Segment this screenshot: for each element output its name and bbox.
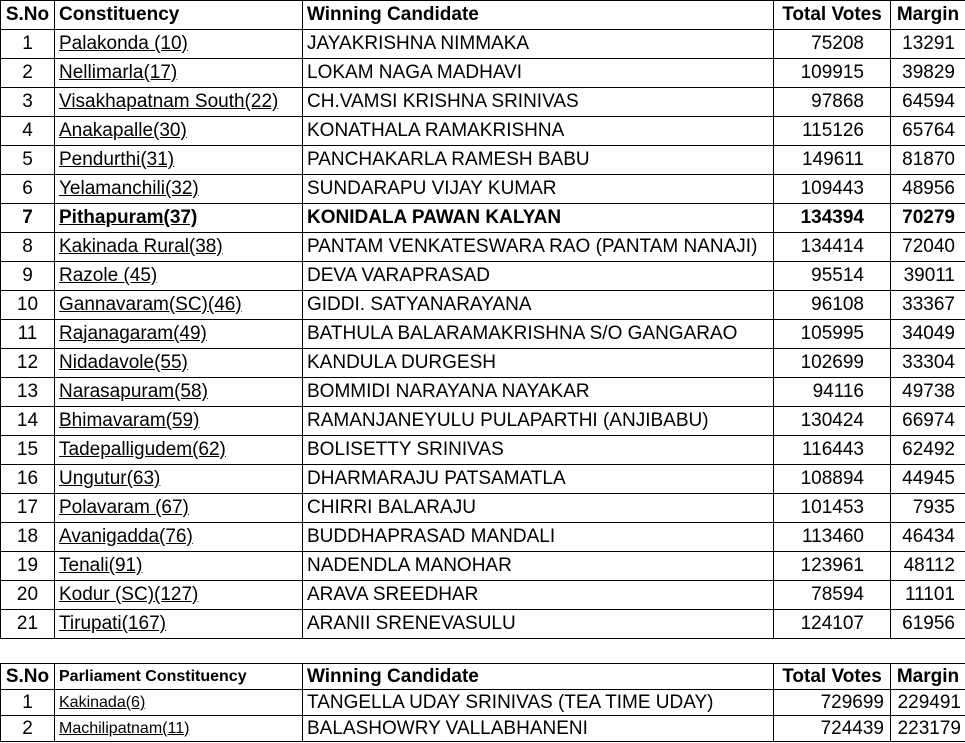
total-votes-cell: 94116 <box>774 378 891 407</box>
total-votes-cell: 116443 <box>774 436 891 465</box>
table-row <box>1 320 965 349</box>
margin-cell: 62492 <box>891 436 965 465</box>
table-row <box>1 407 965 436</box>
table-row <box>1 88 965 117</box>
table-row <box>1 494 965 523</box>
table-row <box>1 262 965 291</box>
constituency-link[interactable]: Kakinada(6) <box>55 690 303 716</box>
sno-cell: 3 <box>1 88 55 117</box>
winning-candidate-cell: CHIRRI BALARAJU <box>303 494 774 523</box>
table-row <box>1 291 965 320</box>
total-votes-cell: 101453 <box>774 494 891 523</box>
sno-cell: 21 <box>1 610 55 639</box>
winning-candidate-cell: GIDDI. SATYANARAYANA <box>303 291 774 320</box>
winning-candidate-cell: BALASHOWRY VALLABHANENI <box>303 716 774 742</box>
winning-candidate-cell: ARAVA SREEDHAR <box>303 581 774 610</box>
sno-cell: 11 <box>1 320 55 349</box>
total-votes-cell: 130424 <box>774 407 891 436</box>
total-votes-cell: 108894 <box>774 465 891 494</box>
table-row <box>1 146 965 175</box>
margin-cell: 48956 <box>891 175 965 204</box>
total-votes-cell: 78594 <box>774 581 891 610</box>
total-votes-cell: 97868 <box>774 88 891 117</box>
constituency-link[interactable]: Palakonda (10) <box>55 30 303 59</box>
total-votes-cell: 75208 <box>774 30 891 59</box>
constituency-link[interactable]: Narasapuram(58) <box>55 378 303 407</box>
constituency-link[interactable]: Nidadavole(55) <box>55 349 303 378</box>
margin-cell: 72040 <box>891 233 965 262</box>
margin-cell: 49738 <box>891 378 965 407</box>
total-votes-cell: 113460 <box>774 523 891 552</box>
table-row <box>1 465 965 494</box>
winning-candidate-cell: DEVA VARAPRASAD <box>303 262 774 291</box>
sno-cell: 7 <box>1 204 55 233</box>
table-row <box>1 716 965 742</box>
winning-candidate-cell: PANCHAKARLA RAMESH BABU <box>303 146 774 175</box>
winning-candidate-cell: NADENDLA MANOHAR <box>303 552 774 581</box>
header-total-votes: Total Votes <box>774 664 891 690</box>
constituency-link[interactable]: Polavaram (67) <box>55 494 303 523</box>
constituency-link[interactable]: Avanigadda(76) <box>55 523 303 552</box>
table-row <box>1 233 965 262</box>
total-votes-cell: 134394 <box>774 204 891 233</box>
constituency-link[interactable]: Yelamanchili(32) <box>55 175 303 204</box>
margin-cell: 7935 <box>891 494 965 523</box>
margin-cell: 33304 <box>891 349 965 378</box>
winning-candidate-cell: SUNDARAPU VIJAY KUMAR <box>303 175 774 204</box>
margin-cell: 48112 <box>891 552 965 581</box>
header-total-votes: Total Votes <box>774 1 891 30</box>
winning-candidate-cell: KONATHALA RAMAKRISHNA <box>303 117 774 146</box>
total-votes-cell: 109915 <box>774 59 891 88</box>
sno-cell: 20 <box>1 581 55 610</box>
winning-candidate-cell: DHARMARAJU PATSAMATLA <box>303 465 774 494</box>
margin-cell: 44945 <box>891 465 965 494</box>
winning-candidate-cell: KANDULA DURGESH <box>303 349 774 378</box>
sno-cell: 12 <box>1 349 55 378</box>
sno-cell: 14 <box>1 407 55 436</box>
margin-cell: 66974 <box>891 407 965 436</box>
sno-cell: 19 <box>1 552 55 581</box>
margin-cell: 61956 <box>891 610 965 639</box>
total-votes-cell: 105995 <box>774 320 891 349</box>
margin-cell: 39011 <box>891 262 965 291</box>
constituency-link[interactable]: Kodur (SC)(127) <box>55 581 303 610</box>
header-constituency: Constituency <box>55 1 303 30</box>
constituency-link[interactable]: Ungutur(63) <box>55 465 303 494</box>
header-margin: Margin <box>891 1 965 30</box>
sno-cell: 6 <box>1 175 55 204</box>
table-row <box>1 581 965 610</box>
constituency-link[interactable]: Nellimarla(17) <box>55 59 303 88</box>
header-winning-candidate: Winning Candidate <box>303 1 774 30</box>
margin-cell: 70279 <box>891 204 965 233</box>
table-row <box>1 204 965 233</box>
header-winning-candidate: Winning Candidate <box>303 664 774 690</box>
constituency-link[interactable]: Visakhapatnam South(22) <box>55 88 303 117</box>
winning-candidate-cell: RAMANJANEYULU PULAPARTHI (ANJIBABU) <box>303 407 774 436</box>
margin-cell: 223179 <box>891 716 965 742</box>
sno-cell: 10 <box>1 291 55 320</box>
total-votes-cell: 134414 <box>774 233 891 262</box>
sno-cell: 18 <box>1 523 55 552</box>
margin-cell: 33367 <box>891 291 965 320</box>
table-row <box>1 436 965 465</box>
sno-cell: 13 <box>1 378 55 407</box>
table-row <box>1 117 965 146</box>
margin-cell: 34049 <box>891 320 965 349</box>
winning-candidate-cell: BUDDHAPRASAD MANDALI <box>303 523 774 552</box>
table-row <box>1 690 965 716</box>
winning-candidate-cell: BOMMIDI NARAYANA NAYAKAR <box>303 378 774 407</box>
sno-cell: 9 <box>1 262 55 291</box>
constituency-link[interactable]: Tirupati(167) <box>55 610 303 639</box>
margin-cell: 229491 <box>891 690 965 716</box>
winning-candidate-cell: KONIDALA PAWAN KALYAN <box>303 204 774 233</box>
winning-candidate-cell: CH.VAMSI KRISHNA SRINIVAS <box>303 88 774 117</box>
table-row <box>1 610 965 639</box>
sno-cell: 1 <box>1 690 55 716</box>
winning-candidate-cell: ARANII SRENEVASULU <box>303 610 774 639</box>
margin-cell: 39829 <box>891 59 965 88</box>
parliament-results-table <box>0 663 965 742</box>
header-parliament-constituency: Parliament Constituency <box>55 664 303 690</box>
table-row <box>1 523 965 552</box>
winning-candidate-cell: BATHULA BALARAMAKRISHNA S/O GANGARAO <box>303 320 774 349</box>
total-votes-cell: 123961 <box>774 552 891 581</box>
total-votes-cell: 102699 <box>774 349 891 378</box>
sno-cell: 2 <box>1 59 55 88</box>
constituency-link[interactable]: Tadepalligudem(62) <box>55 436 303 465</box>
total-votes-cell: 724439 <box>774 716 891 742</box>
constituency-link[interactable]: Bhimavaram(59) <box>55 407 303 436</box>
header-sno: S.No <box>1 1 55 30</box>
margin-cell: 11101 <box>891 581 965 610</box>
constituency-link[interactable]: Gannavaram(SC)(46) <box>55 291 303 320</box>
winning-candidate-cell: LOKAM NAGA MADHAVI <box>303 59 774 88</box>
total-votes-cell: 115126 <box>774 117 891 146</box>
winning-candidate-cell: PANTAM VENKATESWARA RAO (PANTAM NANAJI) <box>303 233 774 262</box>
sno-cell: 2 <box>1 716 55 742</box>
sno-cell: 15 <box>1 436 55 465</box>
margin-cell: 46434 <box>891 523 965 552</box>
constituency-link[interactable]: Pendurthi(31) <box>55 146 303 175</box>
table-separator <box>0 638 965 663</box>
total-votes-cell: 729699 <box>774 690 891 716</box>
table-row <box>1 59 965 88</box>
sno-cell: 5 <box>1 146 55 175</box>
table-header-row <box>1 1 965 30</box>
table-row <box>1 349 965 378</box>
sno-cell: 4 <box>1 117 55 146</box>
constituency-link[interactable]: Tenali(91) <box>55 552 303 581</box>
winning-candidate-cell: BOLISETTY SRINIVAS <box>303 436 774 465</box>
table-row <box>1 378 965 407</box>
constituency-link[interactable]: Kakinada Rural(38) <box>55 233 303 262</box>
sno-cell: 16 <box>1 465 55 494</box>
total-votes-cell: 124107 <box>774 610 891 639</box>
table-header-row <box>1 664 965 690</box>
total-votes-cell: 95514 <box>774 262 891 291</box>
margin-cell: 65764 <box>891 117 965 146</box>
header-margin: Margin <box>891 664 965 690</box>
total-votes-cell: 96108 <box>774 291 891 320</box>
margin-cell: 13291 <box>891 30 965 59</box>
constituency-link[interactable]: Rajanagaram(49) <box>55 320 303 349</box>
header-sno: S.No <box>1 664 55 690</box>
margin-cell: 81870 <box>891 146 965 175</box>
winning-candidate-cell: TANGELLA UDAY SRINIVAS (TEA TIME UDAY) <box>303 690 774 716</box>
constituency-link[interactable]: Razole (45) <box>55 262 303 291</box>
total-votes-cell: 109443 <box>774 175 891 204</box>
margin-cell: 64594 <box>891 88 965 117</box>
constituency-link[interactable]: Machilipatnam(11) <box>55 716 303 742</box>
winning-candidate-cell: JAYAKRISHNA NIMMAKA <box>303 30 774 59</box>
table-row <box>1 30 965 59</box>
constituency-link[interactable]: Anakapalle(30) <box>55 117 303 146</box>
sno-cell: 1 <box>1 30 55 59</box>
sno-cell: 8 <box>1 233 55 262</box>
table-row <box>1 175 965 204</box>
constituency-link[interactable]: Pithapuram(37) <box>55 204 303 233</box>
sno-cell: 17 <box>1 494 55 523</box>
total-votes-cell: 149611 <box>774 146 891 175</box>
table-row <box>1 552 965 581</box>
